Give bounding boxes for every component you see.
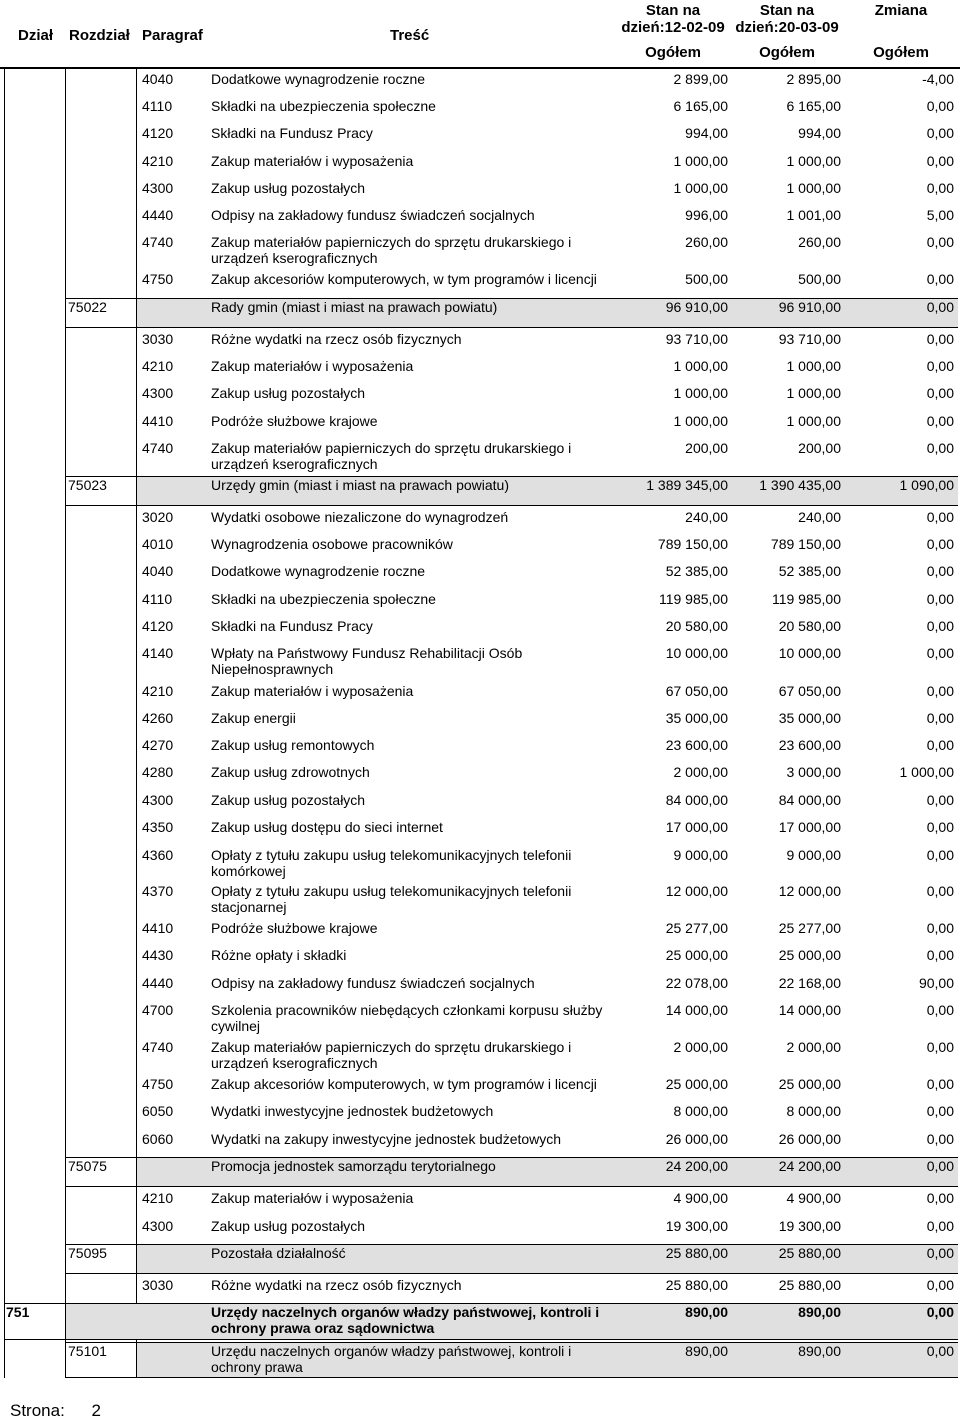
cell-tresc: Zakup usług pozostałych [211,385,366,401]
cell-stan-12-02-09: 1 389 345,00 [646,477,728,493]
cell-zmiana: 0,00 [926,271,954,287]
cell-rozdzial: 75101 [68,1343,107,1359]
header-col2-line3: Ogółem [759,44,815,61]
table-row [0,152,960,177]
cell-dzial: 751 [6,1304,30,1320]
cell-zmiana: 0,00 [926,536,954,552]
cell-paragraf: 4300 [142,792,174,808]
row-bottom-rule [66,505,958,506]
cell-zmiana: 0,00 [926,563,954,579]
cell-stan-12-02-09: 25 880,00 [665,1277,728,1293]
cell-zmiana: 0,00 [926,413,954,429]
cell-zmiana: 0,00 [926,358,954,374]
table-row [0,682,960,707]
cell-paragraf: 4270 [142,737,174,753]
cell-paragraf: 6050 [142,1103,174,1119]
cell-stan-12-02-09: 200,00 [685,440,728,456]
cell-stan-12-02-09: 17 000,00 [665,819,728,835]
cell-stan-20-03-09: 1 000,00 [786,153,841,169]
cell-stan-12-02-09: 19 300,00 [665,1218,728,1234]
table-row [0,644,960,678]
row-bottom-rule [66,327,958,328]
cell-stan-12-02-09: 240,00 [685,509,728,525]
table-row [0,590,960,615]
table-row [0,882,960,916]
cell-zmiana: 0,00 [926,819,954,835]
table-row [0,330,960,355]
table-row [0,763,960,788]
cell-paragraf: 4300 [142,180,174,196]
cell-stan-20-03-09: 119 985,00 [771,591,841,607]
table-row [0,70,960,95]
cell-zmiana: 0,00 [926,618,954,634]
cell-stan-20-03-09: 6 165,00 [786,98,841,114]
cell-stan-20-03-09: 1 000,00 [786,413,841,429]
cell-zmiana: 0,00 [926,234,954,250]
cell-stan-12-02-09: 25 880,00 [665,1245,728,1261]
cell-zmiana: 0,00 [926,1343,954,1359]
cell-stan-20-03-09: 25 880,00 [778,1245,841,1261]
cell-stan-12-02-09: 890,00 [685,1343,728,1359]
cell-zmiana: 0,00 [926,1245,954,1261]
cell-stan-20-03-09: 26 000,00 [778,1131,841,1147]
cell-paragraf: 4410 [142,413,174,429]
row-bottom-rule [66,1377,958,1378]
table-row [0,357,960,382]
cell-tresc: Składki na ubezpieczenia społeczne [211,591,436,607]
row-bottom-rule [66,1273,958,1274]
cell-paragraf: 4300 [142,1218,174,1234]
header-rozdzial: Rozdział [69,27,130,44]
cell-paragraf: 4410 [142,920,174,936]
cell-paragraf: 4010 [142,536,174,552]
row-bottom-rule [5,1339,958,1340]
cell-zmiana: 0,00 [926,591,954,607]
cell-tresc: Zakup materiałów papierniczych do sprzętu drukarskiego i urządzeń kserograficznych [211,440,572,472]
cell-zmiana: 90,00 [918,975,954,991]
table-row [0,206,960,231]
cell-paragraf: 4280 [142,764,174,780]
cell-stan-12-02-09: 1 000,00 [673,180,728,196]
cell-zmiana: 0,00 [926,1002,954,1018]
cell-stan-20-03-09: 19 300,00 [778,1218,841,1234]
cell-stan-12-02-09: 25 000,00 [665,947,728,963]
cell-paragraf: 4040 [142,71,174,87]
cell-tresc: Wynagrodzenia osobowe pracowników [211,536,453,552]
dzial-row [0,1303,960,1340]
cell-stan-12-02-09: 260,00 [685,234,728,250]
cell-stan-20-03-09: 17 000,00 [778,819,841,835]
cell-stan-20-03-09: 25 000,00 [778,1076,841,1092]
cell-paragraf: 4350 [142,819,174,835]
cell-paragraf: 4210 [142,358,174,374]
cell-tresc: Zakup materiałów i wyposażenia [211,153,414,169]
table-row [0,412,960,437]
cell-rozdzial: 75075 [68,1158,107,1174]
table-row [0,846,960,880]
cell-stan-12-02-09: 996,00 [685,207,728,223]
cell-paragraf: 4370 [142,883,174,899]
footer-label: Strona: [10,1401,65,1420]
header-col2-line1: Stan na [759,2,815,19]
cell-tresc: Wydatki osobowe niezaliczone do wynagrodzeń [211,509,509,525]
table-row [0,124,960,149]
cell-stan-12-02-09: 1 000,00 [673,153,728,169]
cell-zmiana: 0,00 [926,125,954,141]
cell-zmiana: 0,00 [926,1039,954,1055]
cell-zmiana: 0,00 [926,98,954,114]
cell-paragraf: 4210 [142,683,174,699]
cell-paragraf: 6060 [142,1131,174,1147]
cell-stan-12-02-09: 24 200,00 [665,1158,728,1174]
header-divider [0,67,960,69]
cell-paragraf: 4210 [142,1190,174,1206]
cell-zmiana: 0,00 [926,1158,954,1174]
cell-paragraf: 4750 [142,271,174,287]
cell-paragraf: 4430 [142,947,174,963]
cell-zmiana: 0,00 [926,299,954,315]
cell-tresc: Odpisy na zakładowy fundusz świadczeń socjalnych [211,207,535,223]
cell-paragraf: 4040 [142,563,174,579]
cell-zmiana: 0,00 [926,847,954,863]
header-col1-line3: Ogółem [645,44,701,61]
cell-stan-20-03-09: 14 000,00 [778,1002,841,1018]
cell-stan-12-02-09: 1 000,00 [673,385,728,401]
table-row [0,1001,960,1035]
cell-tresc: Zakup materiałów papierniczych do sprzętu drukarskiego i urządzeń kserograficznych [211,1039,572,1071]
cell-stan-20-03-09: 25 277,00 [778,920,841,936]
cell-stan-20-03-09: 890,00 [798,1304,841,1320]
cell-stan-20-03-09: 1 000,00 [786,385,841,401]
cell-stan-20-03-09: 9 000,00 [786,847,841,863]
cell-stan-12-02-09: 789 150,00 [657,536,728,552]
table-row [0,709,960,734]
table-row [0,1038,960,1072]
cell-stan-20-03-09: 22 168,00 [778,975,841,991]
cell-stan-20-03-09: 25 880,00 [778,1277,841,1293]
cell-tresc: Urzędy gmin (miast i miast na prawach powiatu) [211,477,509,493]
cell-tresc: Pozostała działalność [211,1245,346,1261]
cell-zmiana: 5,00 [926,207,954,223]
cell-zmiana: 0,00 [926,683,954,699]
cell-tresc: Opłaty z tytułu zakupu usług telekomunikacyjnych telefonii komórkowej [211,847,572,879]
table-row [0,535,960,560]
cell-tresc: Zakup akcesoriów komputerowych, w tym programów i licencji [211,271,597,287]
cell-tresc: Zakup usług dostępu do sieci internet [211,819,443,835]
cell-tresc: Zakup materiałów i wyposażenia [211,358,414,374]
cell-paragraf: 4440 [142,975,174,991]
cell-tresc: Rady gmin (miast i miast na prawach powiatu) [211,299,498,315]
cell-stan-12-02-09: 2 000,00 [673,764,728,780]
cell-stan-12-02-09: 8 000,00 [673,1103,728,1119]
cell-rozdzial: 75022 [68,299,107,315]
cell-tresc: Składki na Fundusz Pracy [211,618,373,634]
cell-zmiana: 0,00 [926,792,954,808]
cell-stan-12-02-09: 84 000,00 [665,792,728,808]
cell-stan-20-03-09: 96 910,00 [778,299,841,315]
cell-stan-12-02-09: 1 000,00 [673,413,728,429]
cell-stan-12-02-09: 1 000,00 [673,358,728,374]
cell-stan-20-03-09: 20 580,00 [778,618,841,634]
table-row [0,1276,960,1301]
table-row [0,1217,960,1242]
cell-paragraf: 4300 [142,385,174,401]
cell-stan-12-02-09: 25 277,00 [665,920,728,936]
cell-stan-12-02-09: 23 600,00 [665,737,728,753]
cell-zmiana: 1 000,00 [899,764,954,780]
cell-tresc: Zakup materiałów i wyposażenia [211,1190,414,1206]
row-bottom-rule [66,1186,958,1187]
cell-stan-20-03-09: 12 000,00 [778,883,841,899]
cell-zmiana: 0,00 [926,1103,954,1119]
cell-stan-20-03-09: 93 710,00 [778,331,841,347]
cell-stan-20-03-09: 84 000,00 [778,792,841,808]
rozdzial-row [0,298,960,328]
table-row [0,233,960,267]
cell-tresc: Urzędu naczelnych organów władzy państwowej, kontroli i ochrony prawa [211,1343,572,1375]
cell-stan-12-02-09: 14 000,00 [665,1002,728,1018]
cell-stan-20-03-09: 200,00 [798,440,841,456]
cell-paragraf: 4210 [142,153,174,169]
cell-stan-20-03-09: 1 390 435,00 [759,477,841,493]
cell-tresc: Różne wydatki na rzecz osób fizycznych [211,331,462,347]
cell-stan-12-02-09: 22 078,00 [665,975,728,991]
cell-zmiana: 0,00 [926,920,954,936]
cell-stan-20-03-09: 789 150,00 [770,536,841,552]
header-tresc: Treść [390,27,430,44]
cell-zmiana: 1 090,00 [899,477,954,493]
cell-stan-12-02-09: 2 000,00 [673,1039,728,1055]
table-row [0,1189,960,1214]
table-row [0,617,960,642]
rozdzial-row [0,1157,960,1187]
cell-paragraf: 4120 [142,125,174,141]
page-footer [10,1401,101,1421]
cell-paragraf: 4260 [142,710,174,726]
table-row [0,1130,960,1155]
cell-stan-20-03-09: 10 000,00 [778,645,841,661]
cell-rozdzial: 75023 [68,477,107,493]
cell-tresc: Dodatkowe wynagrodzenie roczne [211,71,426,87]
cell-stan-12-02-09: 93 710,00 [665,331,728,347]
header-col3-line3: Ogółem [873,44,929,61]
header-dzial: Dział [18,27,54,44]
cell-stan-20-03-09: 2 895,00 [786,71,841,87]
table-row [0,1102,960,1127]
rozdzial-row [0,1244,960,1274]
cell-tresc: Podróże służbowe krajowe [211,413,378,429]
cell-paragraf: 4740 [142,1039,174,1055]
cell-stan-12-02-09: 96 910,00 [665,299,728,315]
table-row [0,562,960,587]
table-row [0,791,960,816]
table-row [0,97,960,122]
cell-zmiana: 0,00 [926,1131,954,1147]
rozdzial-row [0,476,960,506]
cell-tresc: Wydatki na zakupy inwestycyjne jednostek budżetowych [211,1131,562,1147]
cell-zmiana: 0,00 [926,1076,954,1092]
cell-stan-20-03-09: 52 385,00 [778,563,841,579]
cell-stan-12-02-09: 67 050,00 [665,683,728,699]
cell-zmiana: 0,00 [926,385,954,401]
table-row [0,508,960,533]
cell-paragraf: 4740 [142,440,174,456]
table-row [0,384,960,409]
table-row [0,818,960,843]
cell-stan-20-03-09: 3 000,00 [786,764,841,780]
header-col3-line1: Zmiana [874,2,928,19]
cell-zmiana: 0,00 [926,440,954,456]
cell-stan-20-03-09: 240,00 [798,509,841,525]
cell-tresc: Różne wydatki na rzecz osób fizycznych [211,1277,462,1293]
cell-tresc: Opłaty z tytułu zakupu usług telekomunikacyjnych telefonii stacjonarnej [211,883,572,915]
cell-stan-20-03-09: 23 600,00 [778,737,841,753]
cell-stan-20-03-09: 890,00 [798,1343,841,1359]
cell-stan-20-03-09: 24 200,00 [778,1158,841,1174]
cell-zmiana: 0,00 [926,710,954,726]
cell-tresc: Zakup usług pozostałych [211,180,366,196]
cell-zmiana: 0,00 [926,737,954,753]
footer-page-number: 2 [91,1401,102,1420]
cell-zmiana: 0,00 [926,1218,954,1234]
cell-zmiana: 0,00 [926,883,954,899]
table-row [0,1075,960,1100]
table-row [0,736,960,761]
cell-paragraf: 4140 [142,645,174,661]
cell-tresc: Zakup energii [211,710,296,726]
table-row [0,946,960,971]
cell-zmiana: -4,00 [922,71,954,87]
cell-paragraf: 3030 [142,1277,174,1293]
cell-paragraf: 4120 [142,618,174,634]
cell-tresc: Składki na ubezpieczenia społeczne [211,98,436,114]
cell-stan-20-03-09: 35 000,00 [778,710,841,726]
cell-paragraf: 4110 [142,98,173,114]
cell-zmiana: 0,00 [926,331,954,347]
cell-stan-20-03-09: 8 000,00 [786,1103,841,1119]
header-paragraf: Paragraf [142,27,203,44]
cell-stan-12-02-09: 10 000,00 [665,645,728,661]
cell-stan-20-03-09: 260,00 [798,234,841,250]
cell-tresc: Składki na Fundusz Pracy [211,125,373,141]
cell-tresc: Szkolenia pracowników niebędących członkami korpusu służby cywilnej [211,1002,603,1034]
table-row [0,439,960,473]
cell-tresc: Zakup usług zdrowotnych [211,764,370,780]
cell-stan-12-02-09: 994,00 [685,125,728,141]
cell-zmiana: 0,00 [926,1277,954,1293]
cell-zmiana: 0,00 [926,509,954,525]
cell-rozdzial: 75095 [68,1245,107,1261]
cell-stan-20-03-09: 1 001,00 [786,207,841,223]
table-row [0,919,960,944]
cell-zmiana: 0,00 [926,180,954,196]
cell-tresc: Odpisy na zakładowy fundusz świadczeń socjalnych [211,975,535,991]
cell-tresc: Urzędy naczelnych organów władzy państwowej, kontroli i ochrony prawa oraz sądownictwa [211,1304,600,1336]
cell-paragraf: 4110 [142,591,173,607]
header-col1-line2: dzień:12-02-09 [621,19,725,36]
cell-stan-20-03-09: 994,00 [798,125,841,141]
table-row [0,974,960,999]
cell-tresc: Zakup materiałów i wyposażenia [211,683,414,699]
table-row [0,179,960,204]
cell-paragraf: 4740 [142,234,174,250]
cell-stan-12-02-09: 4 900,00 [673,1190,728,1206]
cell-stan-12-02-09: 20 580,00 [665,618,728,634]
cell-stan-12-02-09: 890,00 [685,1304,728,1320]
cell-paragraf: 4750 [142,1076,174,1092]
cell-tresc: Wpłaty na Państwowy Fundusz Rehabilitacji Osób Niepełnosprawnych [211,645,523,677]
header-col2-line2: dzień:20-03-09 [735,19,839,36]
cell-tresc: Różne opłaty i składki [211,947,347,963]
cell-stan-20-03-09: 500,00 [798,271,841,287]
cell-stan-20-03-09: 1 000,00 [786,358,841,374]
cell-stan-20-03-09: 4 900,00 [786,1190,841,1206]
cell-tresc: Promocja jednostek samorządu terytorialnego [211,1158,496,1174]
cell-stan-20-03-09: 1 000,00 [786,180,841,196]
cell-stan-12-02-09: 52 385,00 [665,563,728,579]
table-row [0,270,960,295]
cell-stan-12-02-09: 500,00 [685,271,728,287]
cell-zmiana: 0,00 [926,1304,954,1320]
cell-stan-12-02-09: 119 985,00 [658,591,728,607]
cell-zmiana: 0,00 [926,1190,954,1206]
cell-paragraf: 4360 [142,847,174,863]
cell-zmiana: 0,00 [926,645,954,661]
cell-zmiana: 0,00 [926,947,954,963]
header-col1-line1: Stan na [645,2,701,19]
rozdzial-row [0,1342,960,1378]
cell-stan-12-02-09: 2 899,00 [673,71,728,87]
cell-paragraf: 4700 [142,1002,174,1018]
cell-stan-12-02-09: 9 000,00 [673,847,728,863]
cell-stan-20-03-09: 2 000,00 [786,1039,841,1055]
cell-stan-12-02-09: 12 000,00 [665,883,728,899]
cell-stan-12-02-09: 6 165,00 [673,98,728,114]
cell-tresc: Podróże służbowe krajowe [211,920,378,936]
cell-tresc: Dodatkowe wynagrodzenie roczne [211,563,426,579]
cell-zmiana: 0,00 [926,153,954,169]
cell-tresc: Zakup usług remontowych [211,737,375,753]
cell-stan-12-02-09: 26 000,00 [665,1131,728,1147]
cell-stan-12-02-09: 25 000,00 [665,1076,728,1092]
cell-stan-12-02-09: 35 000,00 [665,710,728,726]
cell-paragraf: 3020 [142,509,174,525]
cell-stan-20-03-09: 67 050,00 [778,683,841,699]
cell-stan-20-03-09: 25 000,00 [778,947,841,963]
cell-paragraf: 3030 [142,331,174,347]
cell-tresc: Wydatki inwestycyjne jednostek budżetowych [211,1103,494,1119]
cell-tresc: Zakup akcesoriów komputerowych, w tym programów i licencji [211,1076,597,1092]
cell-tresc: Zakup usług pozostałych [211,1218,366,1234]
cell-tresc: Zakup materiałów papierniczych do sprzętu drukarskiego i urządzeń kserograficznych [211,234,572,266]
table-header [0,0,960,68]
cell-paragraf: 4440 [142,207,174,223]
cell-tresc: Zakup usług pozostałych [211,792,366,808]
